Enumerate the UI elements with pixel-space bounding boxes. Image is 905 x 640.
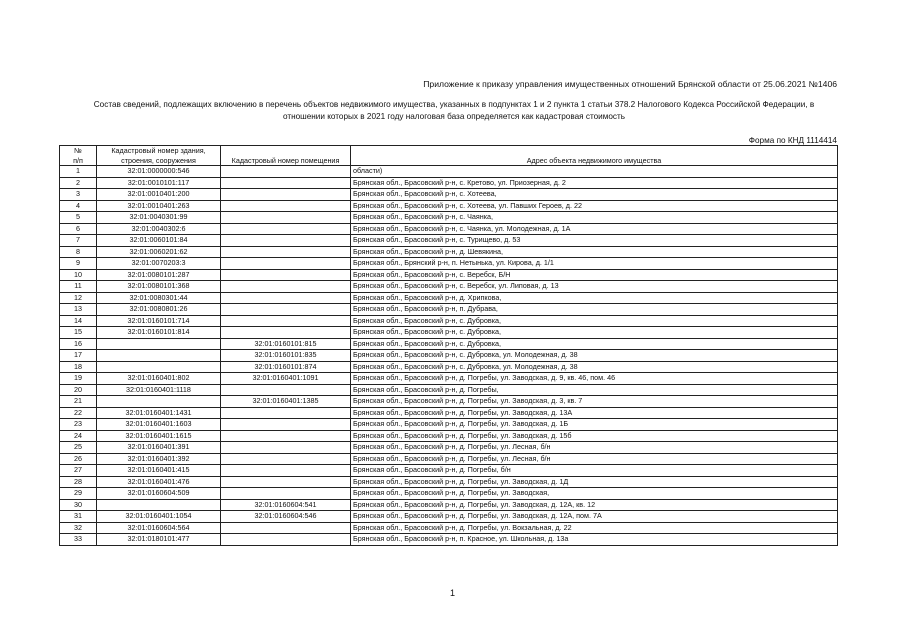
room-cadastral-cell — [221, 407, 351, 419]
table-row — [60, 419, 838, 431]
table-row — [60, 534, 838, 546]
row-number-cell: 5 — [60, 212, 97, 224]
table-row — [60, 488, 838, 500]
building-cadastral-cell: 32:01:0160401:476 — [97, 476, 221, 488]
row-number-cell: 30 — [60, 499, 97, 511]
address-cell: Брянская обл., Брасовский р-н, с. Хотеева, — [351, 189, 838, 201]
building-cadastral-cell: 32:01:0160401:415 — [97, 465, 221, 477]
page-number: 1 — [449, 588, 455, 598]
table-row — [60, 453, 838, 465]
appendix-note: Приложение к приказу управления имущественных отношений Брянской области от 25.06.2021 №1406 — [423, 79, 837, 89]
row-number-cell: 10 — [60, 269, 97, 281]
address-cell: Брянская обл., Брасовский р-н, с. Хотеева, ул. Павших Героев, д. 22 — [351, 200, 838, 212]
building-cadastral-cell: 32:01:0160604:509 — [97, 488, 221, 500]
row-number-cell: 22 — [60, 407, 97, 419]
room-cadastral-cell — [221, 384, 351, 396]
room-cadastral-cell — [221, 258, 351, 270]
room-cadastral-cell — [221, 534, 351, 546]
room-cadastral-cell — [221, 223, 351, 235]
table-row — [60, 235, 838, 247]
address-cell: Брянская обл., Брасовский р-н, с. Дубровка, ул. Молодежная, д. 38 — [351, 361, 838, 373]
header-number — [60, 146, 97, 166]
row-number-cell: 26 — [60, 453, 97, 465]
table-row — [60, 396, 838, 408]
table-row — [60, 511, 838, 523]
building-cadastral-cell: 32:01:0160401:1603 — [97, 419, 221, 431]
table-row — [60, 223, 838, 235]
table-row — [60, 350, 838, 362]
address-cell: Брянская обл., Брасовский р-н, с. Кретово, ул. Приозерная, д. 2 — [351, 177, 838, 189]
table-row — [60, 246, 838, 258]
row-number-cell: 18 — [60, 361, 97, 373]
row-number-cell: 28 — [60, 476, 97, 488]
address-cell: Брянская обл., Брасовский р-н, п. Дубрава, — [351, 304, 838, 316]
row-number-cell: 16 — [60, 338, 97, 350]
header-building-cadastral — [97, 146, 221, 166]
table-row — [60, 281, 838, 293]
table-row — [60, 258, 838, 270]
row-number-cell: 29 — [60, 488, 97, 500]
room-cadastral-cell — [221, 292, 351, 304]
building-cadastral-cell: 32:01:0160401:391 — [97, 442, 221, 454]
row-number-cell: 33 — [60, 534, 97, 546]
address-cell: Брянская обл., Брасовский р-н, д. Погребы, ул. Заводская, д. 15б — [351, 430, 838, 442]
title-line-1: Состав сведений, подлежащих включению в перечень объектов недвижимого имущества, указанных в подпунктах 1 и 2 пункта 1 статьи 378.2 Налогового Кодекса Российской Федерации, в — [93, 100, 815, 109]
row-number-cell: 32 — [60, 522, 97, 534]
room-cadastral-cell: 32:01:0160101:835 — [221, 350, 351, 362]
building-cadastral-cell: 32:01:0160101:814 — [97, 327, 221, 339]
room-cadastral-cell — [221, 304, 351, 316]
row-number-cell: 13 — [60, 304, 97, 316]
address-cell: Брянская обл., Брасовский р-н, д. Погребы, — [351, 384, 838, 396]
building-cadastral-cell: 32:01:0160401:802 — [97, 373, 221, 385]
building-cadastral-cell: 32:01:0010401:263 — [97, 200, 221, 212]
row-number-cell: 7 — [60, 235, 97, 247]
room-cadastral-cell — [221, 166, 351, 178]
table-row — [60, 338, 838, 350]
address-cell: Брянская обл., Брасовский р-н, с. Турищево, д. 53 — [351, 235, 838, 247]
room-cadastral-cell — [221, 488, 351, 500]
building-cadastral-cell — [97, 396, 221, 408]
building-cadastral-cell: 32:01:0080801:26 — [97, 304, 221, 316]
row-number-cell: 9 — [60, 258, 97, 270]
building-cadastral-cell — [97, 338, 221, 350]
address-cell: Брянская обл., Брасовский р-н, д. Погребы, ул. Заводская, д. 1Б — [351, 419, 838, 431]
table-row — [60, 465, 838, 477]
header-number-line-2: п/п — [73, 155, 83, 165]
table-row — [60, 212, 838, 224]
table-row — [60, 522, 838, 534]
address-cell: Брянская обл., Брасовский р-н, д. Погребы, ул. Вокзальная, д. 22 — [351, 522, 838, 534]
room-cadastral-cell — [221, 465, 351, 477]
address-cell: Брянская обл., Брасовский р-н, д. Погребы, ул. Лесная, б/н — [351, 453, 838, 465]
table-row — [60, 499, 838, 511]
table-body — [60, 166, 838, 546]
row-number-cell: 1 — [60, 166, 97, 178]
address-cell: Брянская обл., Брасовский р-н, д. Погребы, б/н — [351, 465, 838, 477]
building-cadastral-cell: 32:01:0010401:200 — [97, 189, 221, 201]
table-row — [60, 361, 838, 373]
table-row — [60, 292, 838, 304]
room-cadastral-cell — [221, 246, 351, 258]
address-cell: Брянская обл., Брасовский р-н, с. Дубровка, ул. Молодежная, д. 38 — [351, 350, 838, 362]
row-number-cell: 21 — [60, 396, 97, 408]
room-cadastral-cell: 32:01:0160401:1091 — [221, 373, 351, 385]
row-number-cell: 14 — [60, 315, 97, 327]
room-cadastral-cell — [221, 522, 351, 534]
building-cadastral-cell: 32:01:0160401:1431 — [97, 407, 221, 419]
row-number-cell: 17 — [60, 350, 97, 362]
address-cell: Брянская обл., Брасовский р-н, д. Погребы, ул. Заводская, д. 3, кв. 7 — [351, 396, 838, 408]
room-cadastral-cell — [221, 269, 351, 281]
row-number-cell: 11 — [60, 281, 97, 293]
building-cadastral-cell: 32:01:0160101:714 — [97, 315, 221, 327]
row-number-cell: 2 — [60, 177, 97, 189]
building-cadastral-cell — [97, 361, 221, 373]
address-cell: Брянская обл., Брасовский р-н, д. Погребы, ул. Заводская, д. 9, кв. 46, пом. 46 — [351, 373, 838, 385]
document-title — [60, 99, 848, 123]
room-cadastral-cell — [221, 430, 351, 442]
address-cell: Брянская обл., Брасовский р-н, д. Погребы, ул. Лесная, б/н — [351, 442, 838, 454]
address-cell: Брянская обл., Брасовский р-н, д. Хрипкова, — [351, 292, 838, 304]
building-cadastral-cell: 32:01:0080101:368 — [97, 281, 221, 293]
table-row — [60, 384, 838, 396]
address-cell: области) — [351, 166, 838, 178]
building-cadastral-cell: 32:01:0070203:3 — [97, 258, 221, 270]
row-number-cell: 3 — [60, 189, 97, 201]
room-cadastral-cell: 32:01:0160101:815 — [221, 338, 351, 350]
row-number-cell: 19 — [60, 373, 97, 385]
room-cadastral-cell — [221, 189, 351, 201]
address-cell: Брянская обл., Брасовский р-н, с. Дубровка, — [351, 338, 838, 350]
address-cell: Брянская обл., Брасовский р-н, с. Чаянка, ул. Молодежная, д. 1А — [351, 223, 838, 235]
room-cadastral-cell — [221, 442, 351, 454]
building-cadastral-cell: 32:01:0040301:99 — [97, 212, 221, 224]
row-number-cell: 15 — [60, 327, 97, 339]
table-row — [60, 166, 838, 178]
address-cell: Брянская обл., Брасовский р-н, с. Чаянка, — [351, 212, 838, 224]
address-cell: Брянская обл., Брасовский р-н, п. Красное, ул. Школьная, д. 13а — [351, 534, 838, 546]
room-cadastral-cell — [221, 419, 351, 431]
row-number-cell: 24 — [60, 430, 97, 442]
building-cadastral-cell: 32:01:0180101:477 — [97, 534, 221, 546]
table-header-row — [60, 146, 838, 166]
building-cadastral-cell: 32:01:0000000:546 — [97, 166, 221, 178]
table-row — [60, 269, 838, 281]
room-cadastral-cell — [221, 476, 351, 488]
table-row — [60, 430, 838, 442]
table-row — [60, 407, 838, 419]
building-cadastral-cell — [97, 350, 221, 362]
room-cadastral-cell — [221, 177, 351, 189]
row-number-cell: 12 — [60, 292, 97, 304]
table-row — [60, 442, 838, 454]
building-cadastral-cell: 32:01:0160401:392 — [97, 453, 221, 465]
building-cadastral-cell: 32:01:0010101:117 — [97, 177, 221, 189]
header-address: Адрес объекта недвижимого имущества — [351, 146, 838, 166]
row-number-cell: 31 — [60, 511, 97, 523]
building-cadastral-cell: 32:01:0060101:84 — [97, 235, 221, 247]
room-cadastral-cell — [221, 235, 351, 247]
row-number-cell: 23 — [60, 419, 97, 431]
address-cell: Брянская обл., Брасовский р-н, с. Веребск, ул. Липовая, д. 13 — [351, 281, 838, 293]
header-building-line-1: Кадастровый номер здания, — [111, 146, 206, 155]
building-cadastral-cell — [97, 499, 221, 511]
address-cell: Брянская обл., Брасовский р-н, д. Погребы, ул. Заводская, — [351, 488, 838, 500]
table-row — [60, 177, 838, 189]
table-row — [60, 315, 838, 327]
building-cadastral-cell: 32:01:0160401:1118 — [97, 384, 221, 396]
row-number-cell: 25 — [60, 442, 97, 454]
table-row — [60, 304, 838, 316]
row-number-cell: 4 — [60, 200, 97, 212]
building-cadastral-cell: 32:01:0040302:6 — [97, 223, 221, 235]
form-code: Форма по КНД 1114414 — [748, 136, 837, 145]
address-cell: Брянская обл., Брянский р-н, п. Нетынька, ул. Кирова, д. 1/1 — [351, 258, 838, 270]
room-cadastral-cell — [221, 212, 351, 224]
table-row — [60, 373, 838, 385]
room-cadastral-cell: 32:01:0160401:1385 — [221, 396, 351, 408]
address-cell: Брянская обл., Брасовский р-н, с. Дубровка, — [351, 327, 838, 339]
row-number-cell: 27 — [60, 465, 97, 477]
address-cell: Брянская обл., Брасовский р-н, д. Погребы, ул. Заводская, д. 13А — [351, 407, 838, 419]
header-number-line-1: № — [74, 146, 82, 155]
table-row — [60, 327, 838, 339]
table-row — [60, 200, 838, 212]
room-cadastral-cell: 32:01:0160604:546 — [221, 511, 351, 523]
room-cadastral-cell — [221, 200, 351, 212]
room-cadastral-cell — [221, 281, 351, 293]
building-cadastral-cell: 32:01:0160401:1615 — [97, 430, 221, 442]
title-line-2: отношении которых в 2021 году налоговая база определяется как кадастровая стоимость — [282, 112, 626, 121]
table-row — [60, 476, 838, 488]
room-cadastral-cell — [221, 315, 351, 327]
header-room-cadastral: Кадастровый номер помещения — [221, 146, 351, 166]
room-cadastral-cell — [221, 453, 351, 465]
room-cadastral-cell: 32:01:0160604:541 — [221, 499, 351, 511]
room-cadastral-cell: 32:01:0160101:874 — [221, 361, 351, 373]
property-table — [59, 145, 838, 546]
address-cell: Брянская обл., Брасовский р-н, д. Погребы, ул. Заводская, д. 12А, кв. 12 — [351, 499, 838, 511]
address-cell: Брянская обл., Брасовский р-н, д. Шевякина, — [351, 246, 838, 258]
row-number-cell: 20 — [60, 384, 97, 396]
address-cell: Брянская обл., Брасовский р-н, с. Веребск, Б/Н — [351, 269, 838, 281]
building-cadastral-cell: 32:01:0080101:287 — [97, 269, 221, 281]
building-cadastral-cell: 32:01:0160401:1054 — [97, 511, 221, 523]
row-number-cell: 6 — [60, 223, 97, 235]
address-cell: Брянская обл., Брасовский р-н, д. Погребы, ул. Заводская, д. 12А, пом. 7А — [351, 511, 838, 523]
building-cadastral-cell: 32:01:0080301:44 — [97, 292, 221, 304]
address-cell: Брянская обл., Брасовский р-н, д. Погребы, ул. Заводская, д. 1Д — [351, 476, 838, 488]
building-cadastral-cell: 32:01:0060201:62 — [97, 246, 221, 258]
table-row — [60, 189, 838, 201]
header-building-line-2: строения, сооружения — [121, 155, 196, 165]
room-cadastral-cell — [221, 327, 351, 339]
address-cell: Брянская обл., Брасовский р-н, с. Дубровка, — [351, 315, 838, 327]
building-cadastral-cell: 32:01:0160604:564 — [97, 522, 221, 534]
row-number-cell: 8 — [60, 246, 97, 258]
